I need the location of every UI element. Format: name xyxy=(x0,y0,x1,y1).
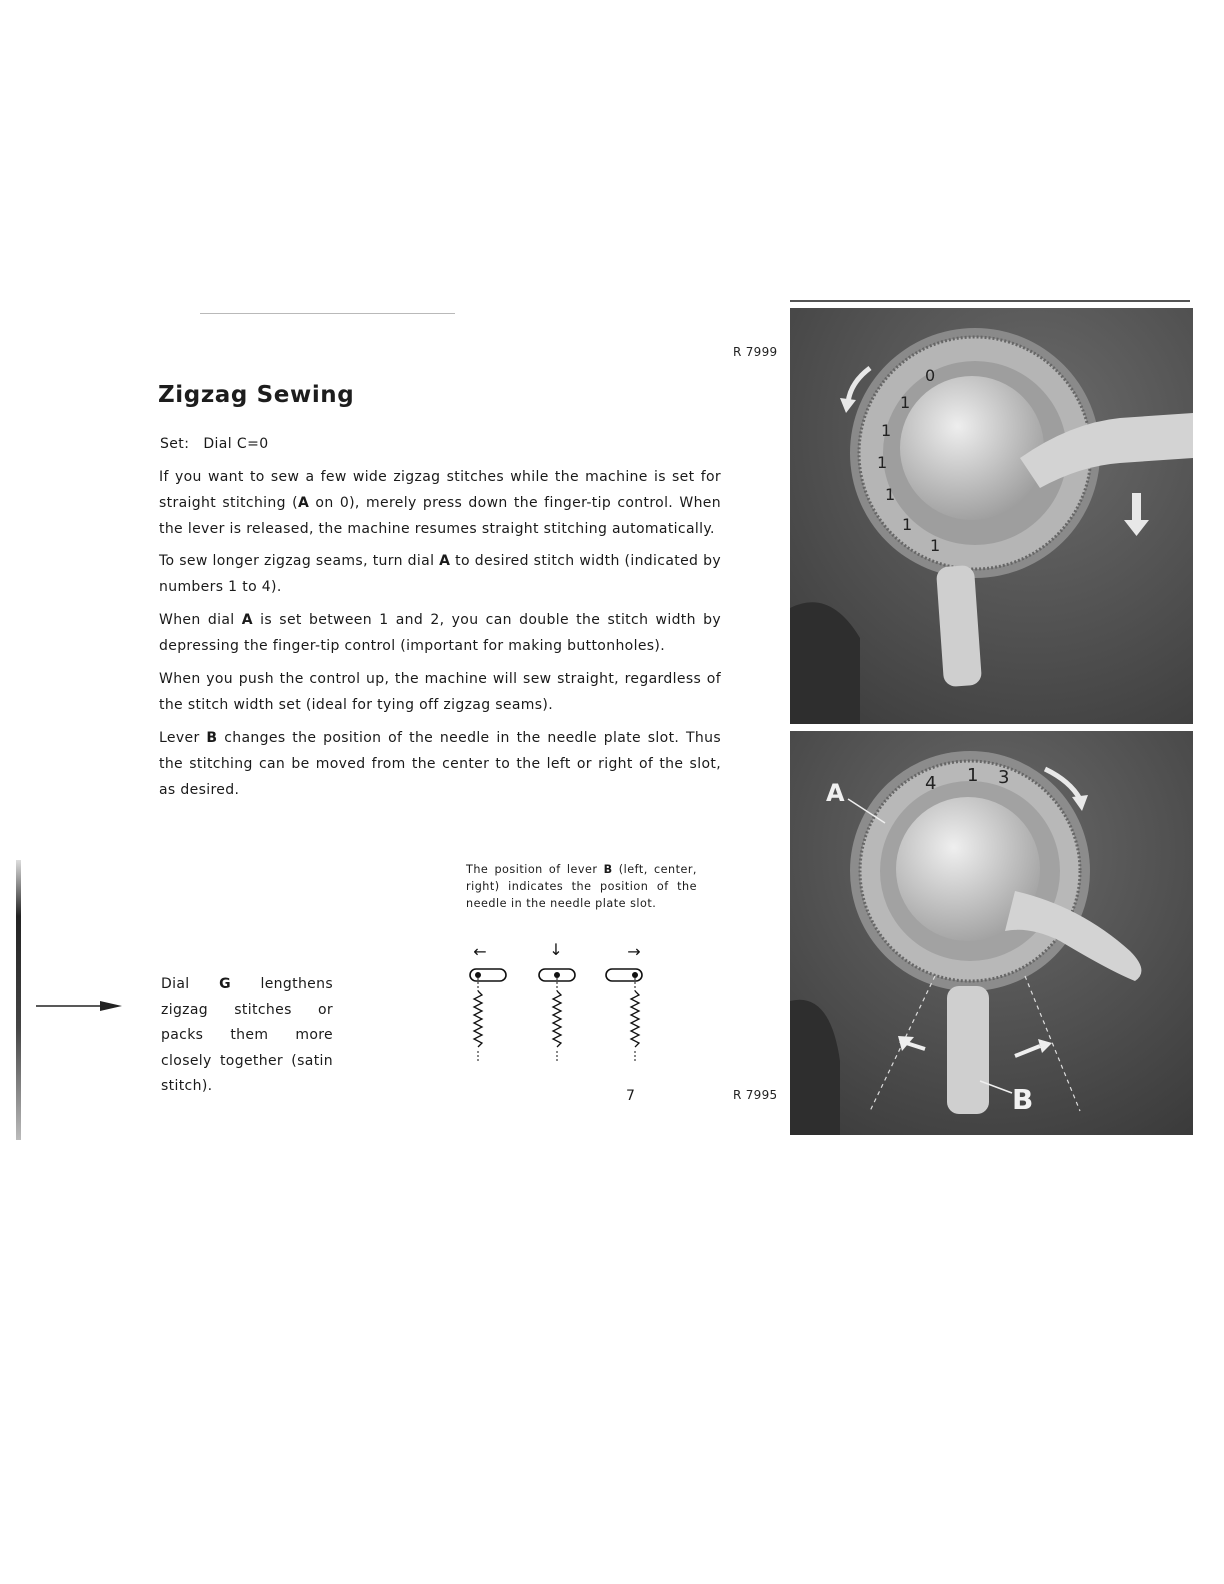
paragraph-2 xyxy=(159,548,721,600)
top-dial-number-6: 1 xyxy=(930,536,941,555)
text-run: The position of lever xyxy=(466,863,604,876)
text-run: Lever xyxy=(159,730,207,746)
left-binding-bar xyxy=(16,860,21,1140)
text-run: is set between 1 and 2, you can double the stitch width by depressing the finger-tip control (important for making buttonholes). xyxy=(159,612,721,654)
arrow-right-icon: → xyxy=(627,942,641,961)
text-run: If you want to sew a few wide zigzag stitches while the machine is set for straight stitching ( xyxy=(159,469,721,511)
needle-right xyxy=(606,942,642,1063)
top-dial-number-2: 1 xyxy=(881,421,892,440)
text-run: lengthens zigzag stitches or packs them more closely together (satin stitch). xyxy=(161,976,334,1094)
bold-run: B xyxy=(206,730,218,746)
arrow-left-icon: ← xyxy=(473,942,487,961)
diagram-caption xyxy=(466,861,697,912)
bold-run: G xyxy=(219,976,231,992)
text-run: Dial xyxy=(161,976,220,992)
paragraph-1 xyxy=(159,464,721,542)
text-run: To sew longer zigzag seams, turn dial xyxy=(159,553,440,569)
photo-bottom-dial xyxy=(790,731,1193,1135)
arrow-down-icon: ↓ xyxy=(549,940,563,959)
text-run: (left, center, right) indicates the position of the needle in the needle plate slot. xyxy=(466,863,697,910)
label-b: B xyxy=(1012,1083,1034,1116)
text-run: changes the position of the needle in the needle plate slot. Thus the stitching can be moved from the center to the left or right of the slot, as desired. xyxy=(159,730,722,798)
bold-run: A xyxy=(297,495,310,511)
side-note xyxy=(161,972,333,1100)
bold-run: B xyxy=(603,863,613,876)
label-a: A xyxy=(826,779,845,807)
needle-center xyxy=(539,940,575,1063)
text-run: to desired stitch width (indicated by numbers 1 to 4). xyxy=(159,553,721,595)
bottom-dial-number-2: 3 xyxy=(998,767,1010,788)
needle-position-diagram xyxy=(462,935,662,1070)
paragraph-3 xyxy=(159,607,721,659)
top-dial-number-0: 0 xyxy=(925,366,936,385)
top-dial-number-3: 1 xyxy=(877,453,888,472)
bottom-dial-number-0: 4 xyxy=(925,773,937,794)
bottom-dial-number-1: 1 xyxy=(967,765,979,786)
paragraph-4 xyxy=(159,666,721,718)
set-line xyxy=(160,436,269,452)
top-dial-number-4: 1 xyxy=(885,485,896,504)
bold-run: A xyxy=(241,612,253,628)
set-label: Set: xyxy=(160,436,190,452)
paragraph-5 xyxy=(159,725,721,803)
top-dial-number-5: 1 xyxy=(902,515,913,534)
top-dial-number-1: 1 xyxy=(900,393,911,412)
photo-code-top: R 7999 xyxy=(733,345,778,359)
set-value: Dial C=0 xyxy=(203,436,269,452)
photo-top-dial xyxy=(790,308,1193,724)
bold-run: A xyxy=(439,553,451,569)
page-title: Zigzag Sewing xyxy=(158,382,355,408)
text-run: When dial xyxy=(159,612,242,628)
needle-left xyxy=(470,942,506,1063)
photo-code-bottom: R 7995 xyxy=(733,1088,778,1102)
text-run: on 0), merely press down the finger-tip control. When the lever is released, the machine resumes straight stitching automatically. xyxy=(159,495,721,537)
side-note-arrow-icon xyxy=(34,998,124,1014)
top-left-rule xyxy=(200,313,455,314)
top-right-rule xyxy=(790,300,1190,302)
page-number: 7 xyxy=(626,1088,635,1104)
text-run: When you push the control up, the machine will sew straight, regardless of the stitch width set (ideal for tying off zigzag seams). xyxy=(159,671,721,713)
